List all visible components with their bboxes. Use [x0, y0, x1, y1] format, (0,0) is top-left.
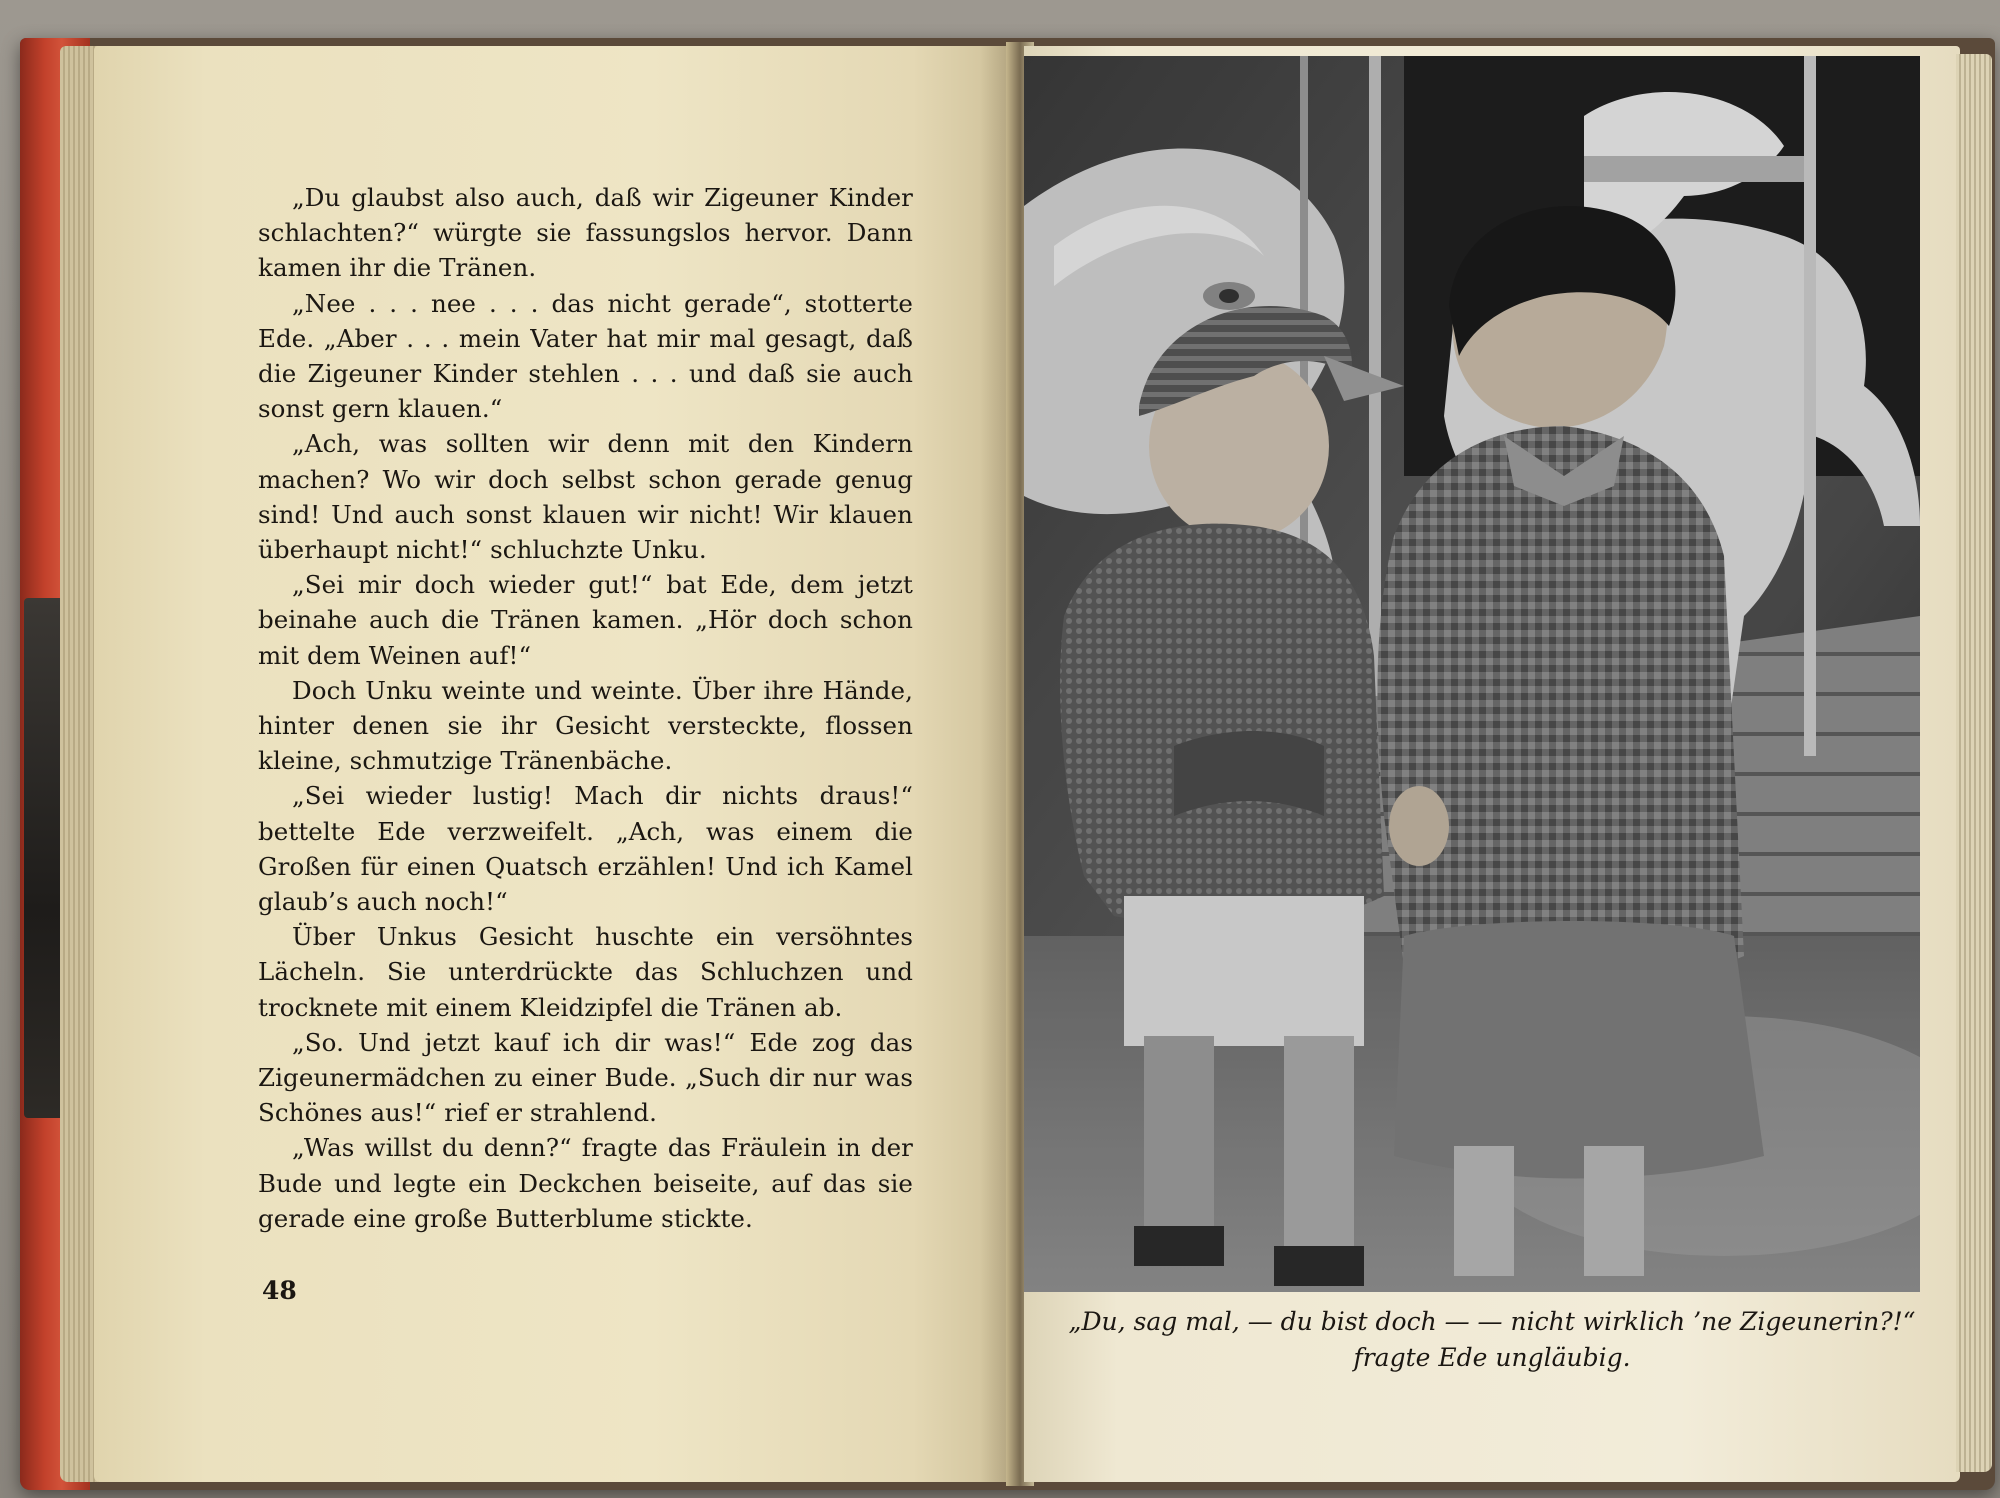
caption-line-1: „Du, sag mal, — du bist doch — — nicht wirklich ’ne Zigeunerin?!“ — [1068, 1307, 1916, 1336]
paragraph: Doch Unku weinte und weinte. Über ihre Hände, hinter denen sie ihr Gesicht versteckte, flossen kleine, schmutzige Tränenbäche. — [258, 675, 913, 776]
paragraph: „Was willst du denn?“ fragte das Fräulein in der Bude und legte ein Deckchen beiseite, auf das sie gerade eine große Butterblume stickte. — [258, 1133, 913, 1233]
paragraph: „Sei mir doch wieder gut!“ bat Ede, dem jetzt beinahe auch die Tränen kamen. „Hör doch schon mit dem Weinen auf!“ — [258, 570, 913, 670]
paragraph: „Du glaubst also auch, daß wir Zigeuner Kinder schlachten?“ würgte sie fassungslos hervor. Dann kamen ihr die Tränen. — [258, 183, 913, 283]
paragraph: „So. Und jetzt kauf ich dir was!“ Ede zog das Zigeunermädchen zu einer Bude. „Such dir nur was Schönes aus!“ rief er strahlend. — [258, 1027, 913, 1128]
paragraph: „Sei wieder lustig! Mach dir nichts draus!“ bettelte Ede verzweifelt. „Ach, was einem die Großen für einen Quatsch erzählen! Und ich Kamel glaub’s auch noch!“ — [258, 781, 913, 917]
paragraph: „Nee . . . nee . . . das nicht gerade“, stotterte Ede. „Aber . . . mein Vater hat mir mal gesagt, daß die Zigeuner Kinder stehlen . . . und daß sie auch sonst gern klauen.“ — [258, 288, 913, 424]
page-number: 48 — [262, 1276, 297, 1305]
cover-inner-photo-edge — [24, 598, 64, 1118]
paragraph: „Ach, was sollten wir denn mit den Kindern machen? Wo wir doch selbst schon gerade genug sind! Und auch sonst klauen wir nicht! Wir klauen überhaupt nicht!“ schluchzte Unku. — [258, 429, 913, 565]
paragraph: Über Unkus Gesicht huschte ein versöhntes Lächeln. Sie unterdrückte das Schluchzen und trocknete mit einem Kleidzipfel die Tränen ab. — [258, 922, 913, 1022]
caption-line-2: fragte Ede ungläubig. — [1353, 1343, 1631, 1372]
left-page-text — [258, 180, 913, 1236]
photo-illustration — [1024, 56, 1920, 1292]
photo-caption — [1024, 1304, 1960, 1376]
photograph-children-at-carousel — [1024, 56, 1920, 1292]
right-page-stack — [1956, 54, 1992, 1472]
